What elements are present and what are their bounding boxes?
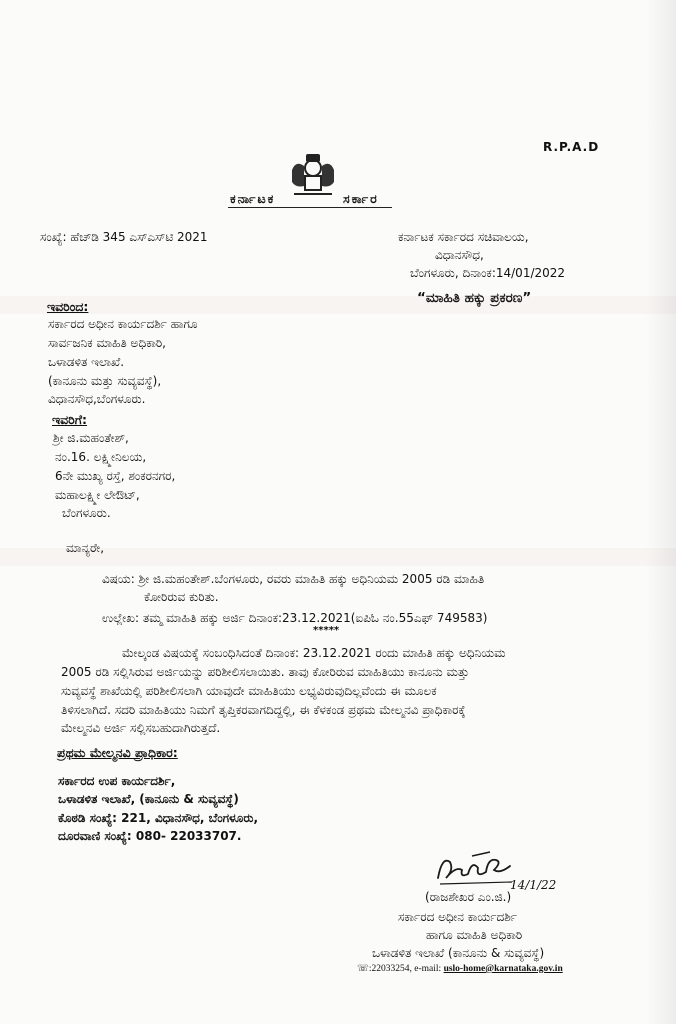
office-line-2: ವಿಧಾನಸೌಧ, [435,248,484,262]
rti-case-title: “ಮಾಹಿತಿ ಹಕ್ಕು ಪ್ರಕರಣ” [417,290,532,306]
reference-number: ಸಂಖ್ಯೆ: ಹೆಚ್‌ಡಿ 345 ಎಸ್‌ಎಸ್‌ಟಿ 2021 [40,230,208,244]
contact-line [357,963,563,974]
signatory-department: ಒಳಾಡಳಿತ ಇಲಾಖೆ (ಕಾನೂನು & ಸುವ್ಯವಸ್ಥೆ) [372,946,545,960]
separator-stars: ***** [313,625,340,636]
from-line: ಒಳಾಡಳಿತ ಇಲಾಖೆ. [48,355,125,369]
body-line: ಸುವ್ಯವಸ್ಥೆ ಶಾಖೆಯಲ್ಲಿ ಪರಿಶೀಲಿಸಲಾಗಿ ಯಾವುದೇ ಮಾಹಿತಿಯು ಲಭ್ಯವಿರುವುದಿಲ್ಲವೆಂದು ಈ ಮೂಲಕ [61,684,437,698]
subject-line-2: ಕೋರಿರುವ ಕುರಿತು. [144,590,219,604]
signatory-designation: ಹಾಗೂ ಮಾಹಿತಿ ಅಧಿಕಾರಿ [426,928,523,942]
from-line: ಸರ್ಕಾರದ ಅಧೀನ ಕಾರ್ಯದರ್ಶಿ ಹಾಗೂ [48,317,198,331]
office-line-1: ಕರ್ನಾಟಕ ಸರ್ಕಾರದ ಸಚಿವಾಲಯ, [398,230,529,244]
appellate-line: ಒಳಾಡಳಿತ ಇಲಾಖೆ, (ಕಾನೂನು & ಸುವ್ಯವಸ್ಥೆ) [58,792,239,806]
from-label: ಇವರಿಂದ: [47,299,89,314]
body-line: ತಿಳಿಸಲಾಗಿದೆ. ಸದರಿ ಮಾಹಿತಿಯು ನಿಮಗೆ ತೃಪ್ತಿಕರವಾಗದಿದ್ದಲ್ಲಿ, ಈ ಕೆಳಕಂಡ ಪ್ರಥಮ ಮೇಲ್ಮನವಿ ಪ್ರಾಧಿಕಾರಕ್ಕೆ [61,703,466,717]
appellate-heading: ಪ್ರಥಮ ಮೇಲ್ಮನವಿ ಪ್ರಾಧಿಕಾರ: [57,745,178,760]
to-line: ಬೆಂಗಳೂರು. [62,506,111,520]
to-line: ಮಹಾಲಕ್ಷ್ಮೀ ಲೇಔಟ್, [55,488,140,502]
body-line: 2005 ರಡಿ ಸಲ್ಲಿಸಿರುವ ಅರ್ಜಿಯನ್ನು ಪರಿಶೀಲಿಸಲಾಯಿತು. ತಾವು ಕೋರಿರುವ ಮಾಹಿತಿಯು ಕಾನೂನು ಮತ್ತು [61,665,470,679]
appellate-line: ದೂರವಾಣಿ ಸಂಖ್ಯೆ: 080- 22033707. [58,829,242,843]
karnataka-emblem-icon [286,152,340,198]
office-date-line: ಬೆಂಗಳೂರು, ದಿನಾಂಕ:14/01/2022 [410,266,566,280]
contact-phone: :22033254, e-mail: [368,964,442,974]
phone-icon: ☏ [357,964,369,974]
signature-date: 14/1/22 [510,878,557,892]
scan-streak [0,296,676,314]
rpad-label: R.P.A.D [543,140,600,154]
from-line: ಸಾರ್ವಜನಿಕ ಮಾಹಿತಿ ಅಧಿಕಾರಿ, [48,336,166,350]
govt-right-title: ಸರ್ಕಾರ [343,191,379,206]
from-line: ವಿಧಾನಸೌಧ,ಬೆಂಗಳೂರು. [48,392,146,406]
to-line: 6ನೇ ಮುಖ್ಯ ರಸ್ತೆ, ಶಂಕರನಗರ, [55,469,176,483]
govt-left-title: ಕರ್ನಾಟಕ [230,191,276,206]
body-line: ಮೇಲ್ಮನವಿ ಅರ್ಜಿ ಸಲ್ಲಿಸಬಹುದಾಗಿರುತ್ತದೆ. [61,721,221,735]
signatory-designation: ಸರ್ಕಾರದ ಅಧೀನ ಕಾರ್ಯದರ್ಶಿ [398,910,517,924]
salutation: ಮಾನ್ಯರೇ, [66,541,105,555]
signatory-name: (ರಾಜಶೇಖರ ಎಂ.ಜಿ.) [425,890,512,904]
subject-line-1: ವಿಷಯ: ಶ್ರೀ ಜಿ.ಮಹಂತೇಶ್.ಬೆಂಗಳೂರು, ರವರು ಮಾಹಿತಿ ಹಕ್ಕು ಅಧಿನಿಯಮ 2005 ರಡಿ ಮಾಹಿತಿ [102,572,485,586]
body-line: ಮೇಲ್ಕಂಡ ವಿಷಯಕ್ಕೆ ಸಂಬಂಧಿಸಿದಂತೆ ದಿನಾಂಕ: 23.12.2021 ರಂದು ಮಾಹಿತಿ ಹಕ್ಕು ಅಧಿನಿಯಮ [122,646,506,660]
appellate-line: ಸರ್ಕಾರದ ಉಪ ಕಾರ್ಯದರ್ಶಿ, [58,774,176,788]
contact-email-link[interactable]: uslo-home@karnataka.gov.in [443,964,563,974]
from-line: (ಕಾನೂನು ಮತ್ತು ಸುವ್ಯವಸ್ಥೆ), [48,374,162,388]
to-line: ಶ್ರೀ ಜಿ.ಮಹಂತೇಶ್, [53,431,129,445]
header-rule [228,207,392,208]
page-edge-shadow [646,0,676,1024]
appellate-line: ಕೊಠಡಿ ಸಂಖ್ಯೆ: 221, ವಿಧಾನಸೌಧ, ಬೆಂಗಳೂರು, [58,811,259,825]
to-label: ಇವರಿಗೆ: [52,412,88,427]
to-line: ನಂ.16. ಲಕ್ಷ್ಮೀನಿಲಯ, [55,450,147,464]
reference-line: ಉಲ್ಲೇಖ: ತಮ್ಮ ಮಾಹಿತಿ ಹಕ್ಕು ಅರ್ಜಿ ದಿನಾಂಕ:23.12.2021(ಐಪಿಓ ನಂ.55ಎಫ್ 749583) [102,611,488,625]
